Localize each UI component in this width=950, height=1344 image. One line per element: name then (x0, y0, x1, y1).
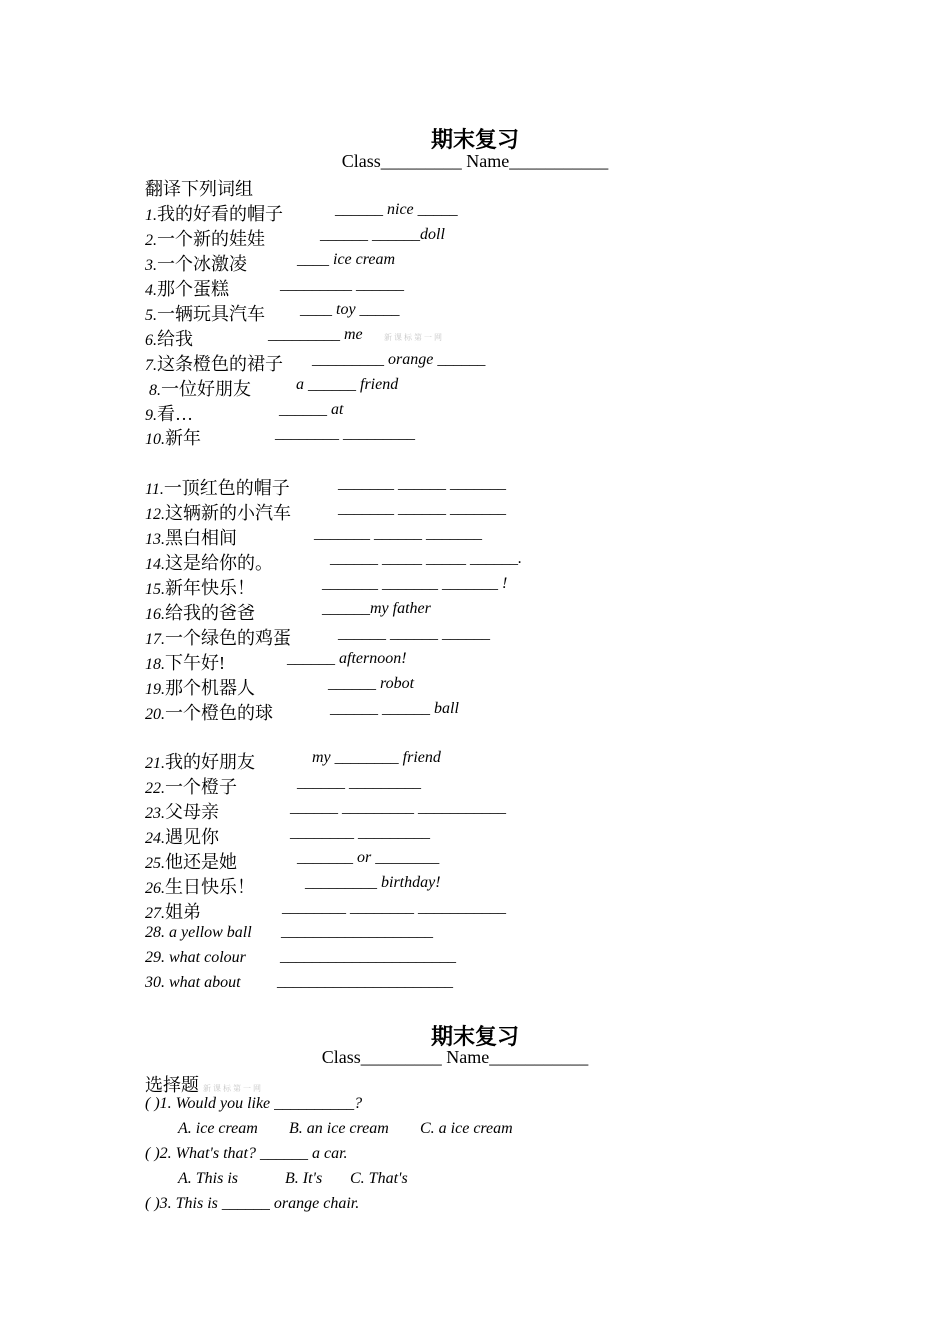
translation-item (145, 275, 905, 300)
translation-item (145, 375, 905, 400)
item-number: 15. (145, 581, 165, 598)
item-prompt: 我的好朋友 (165, 752, 255, 772)
item-prompt: 姐弟 (165, 902, 201, 922)
item-prompt: 下午好! (165, 653, 225, 673)
item-number: 14. (145, 556, 165, 573)
translation-item (145, 898, 905, 923)
item-prompt: 新年快乐！ (165, 578, 255, 598)
question-2-option-b: B. It's (285, 1170, 323, 1187)
item-number: 18. (145, 656, 165, 673)
item-answer-blank: _______ _______ _______ ! (322, 575, 508, 592)
question-1: ( )1. Would you like __________? (145, 1095, 363, 1112)
translation-item (145, 499, 905, 524)
item-prompt: 一个冰激凌 (157, 254, 247, 274)
item-answer-blank: ___________________ (281, 923, 433, 940)
item-answer-blank: ______ _________ ___________ (290, 799, 506, 816)
item-prompt: 一个绿色的鸡蛋 (165, 628, 291, 648)
question-2-option-c: C. That's (350, 1170, 408, 1187)
item-answer-blank: ____ ice cream (297, 251, 396, 268)
translation-item (145, 549, 905, 574)
item-number: 16. (145, 606, 165, 623)
item-number: 20. (145, 706, 165, 723)
item-number: 30. (145, 974, 165, 991)
item-prompt: 黑白相间 (165, 528, 237, 548)
item-number: 3. (145, 257, 157, 274)
item-number: 24. (145, 830, 165, 847)
question-3: ( )3. This is ______ orange chair. (145, 1195, 360, 1212)
item-answer-blank: _________ orange ______ (312, 351, 486, 368)
item-prompt: 一个橙色的球 (165, 703, 273, 723)
item-answer-blank: ________ ________ ___________ (282, 899, 506, 916)
item-prompt: 那个蛋糕 (157, 279, 229, 299)
page-title: 期末复习 (430, 127, 519, 152)
item-number: 26. (145, 880, 165, 897)
translation-item (145, 798, 905, 823)
item-number: 23. (145, 805, 165, 822)
item-answer-blank: ______________________ (277, 973, 453, 990)
item-answer-blank: _______ ______ _______ (314, 525, 482, 542)
translation-item (145, 250, 905, 275)
translation-item (145, 773, 905, 798)
translation-item (145, 474, 905, 499)
item-answer-blank: ______ ______ ball (330, 700, 459, 717)
item-answer-blank: ______ _________ (297, 774, 421, 791)
translation-item (145, 873, 905, 898)
item-number: 19. (145, 681, 165, 698)
item-number: 13. (145, 531, 165, 548)
item-answer-blank: ______ robot (328, 675, 415, 692)
item-prompt: 这是给你的。 (165, 553, 273, 573)
item-prompt: 父母亲 (165, 802, 219, 822)
item-answer-blank: ________ _________ (290, 824, 430, 841)
item-number: 2. (145, 232, 157, 249)
item-number: 12. (145, 506, 165, 523)
question-1-option-a: A. ice cream (178, 1120, 258, 1137)
translation-item (145, 947, 905, 972)
item-prompt: 一顶红色的帽子 (163, 478, 290, 498)
item-number: 1. (145, 207, 157, 224)
section-heading-2-text: 选择题 (145, 1075, 199, 1095)
question-2: ( )2. What's that? ______ a car. (145, 1145, 348, 1162)
class-name-line: Class_________ Name___________ (341, 151, 609, 171)
item-number: 27. (145, 905, 165, 922)
translation-item (145, 624, 905, 649)
item-answer-blank: ______ nice _____ (335, 201, 458, 218)
item-number: 11. (145, 481, 164, 498)
item-prompt: 一个橙子 (165, 777, 237, 797)
item-prompt: what colour (169, 949, 246, 966)
item-answer-blank: _________ me (268, 326, 363, 343)
item-answer-blank: ______ at (279, 401, 344, 418)
item-number: 22. (145, 780, 165, 797)
item-prompt: a yellow ball (169, 924, 252, 941)
translation-item (145, 848, 905, 873)
item-number: 9. (145, 407, 157, 424)
item-number: 8. (149, 382, 161, 399)
item-number: 17. (145, 631, 165, 648)
item-prompt: 给我的爸爸 (165, 603, 255, 623)
section-heading-2 (145, 1071, 261, 1097)
item-number: 6. (145, 332, 157, 349)
question-1-option-b: B. an ice cream (289, 1120, 389, 1137)
item-prompt: 这辆新的小汽车 (165, 503, 291, 523)
item-answer-blank: _________ birthday! (305, 874, 441, 891)
item-answer-blank: _______ ______ _______ (338, 475, 506, 492)
item-number: 21. (145, 755, 165, 772)
item-answer-blank: ______my father (322, 600, 431, 617)
class-name-line-2: Class_________ Name___________ (321, 1047, 589, 1067)
item-answer-blank: ______ afternoon! (287, 650, 407, 667)
item-answer-blank: _______ ______ _______ (338, 500, 506, 517)
item-answer-blank: ______ ______ ______ (338, 625, 490, 642)
translation-item (145, 574, 905, 599)
item-number: 29. (145, 949, 165, 966)
item-prompt: 看… (157, 404, 193, 424)
item-number: 25. (145, 855, 165, 872)
translation-item (145, 400, 905, 425)
item-prompt: what about (169, 974, 241, 991)
item-prompt: 这条橙色的裙子 (157, 354, 283, 374)
translation-item (145, 350, 905, 375)
translation-item (145, 599, 905, 624)
item-answer-blank: ______________________ (280, 948, 456, 965)
item-prompt: 他还是她 (165, 852, 237, 872)
item-prompt: 生日快乐！ (165, 877, 255, 897)
item-prompt: 一辆玩具汽车 (157, 304, 265, 324)
item-answer-blank: my ________ friend (312, 749, 441, 766)
translation-item (145, 200, 905, 225)
translation-item (145, 699, 905, 724)
item-answer-blank: a ______ friend (296, 376, 399, 393)
item-number: 4. (145, 282, 157, 299)
item-prompt: 遇见你 (165, 827, 219, 847)
item-prompt: 新年 (165, 428, 201, 448)
item-answer-blank: _______ or ________ (297, 849, 440, 866)
item-answer-blank: ______ _____ _____ ______. (330, 550, 522, 567)
item-prompt: 那个机器人 (165, 678, 255, 698)
question-1-option-c: C. a ice cream (420, 1120, 513, 1137)
item-answer-blank: _________ ______ (280, 276, 404, 293)
item-answer-blank: ______ ______doll (320, 226, 445, 243)
item-number: 28. (145, 924, 165, 941)
page-title-2: 期末复习 (430, 1024, 519, 1049)
translation-item (145, 972, 905, 997)
translation-item (145, 922, 905, 947)
item-number: 10. (145, 431, 165, 448)
item-prompt: 一个新的娃娃 (157, 229, 265, 249)
item-prompt: 我的好看的帽子 (157, 204, 283, 224)
translation-item (145, 524, 905, 549)
item-number: 7. (145, 357, 157, 374)
question-2-option-a: A. This is (178, 1170, 239, 1187)
item-number: 5. (145, 307, 157, 324)
translation-item (145, 649, 905, 674)
item-answer-blank: ____ toy _____ (300, 301, 400, 318)
translation-item (145, 300, 905, 325)
watermark: 新 课 标 第 一 网 (384, 333, 442, 342)
item-answer-blank: ________ _________ (275, 425, 415, 442)
item-prompt: 一位好朋友 (161, 379, 251, 399)
translation-item (145, 748, 905, 773)
translation-item (145, 823, 905, 848)
translation-item (145, 325, 905, 350)
translation-item (145, 674, 905, 699)
watermark: 新 课 标 第 一 网 (203, 1084, 261, 1093)
item-prompt: 给我 (157, 329, 193, 349)
translation-item (145, 424, 905, 449)
translation-item (145, 225, 905, 250)
section-heading: 翻译下列词组 (145, 179, 253, 199)
